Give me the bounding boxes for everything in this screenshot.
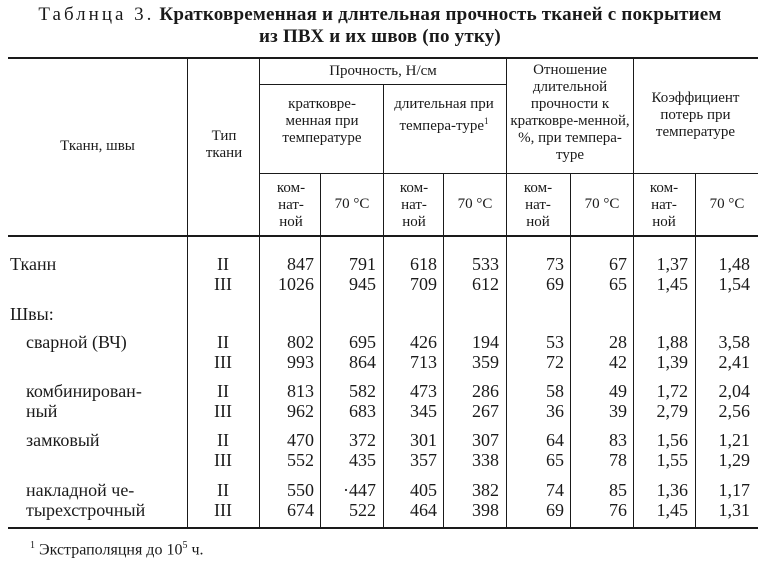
value-cell: 435 [349,450,376,470]
header-fabrics-seams: Тканн, швы [60,138,135,154]
value-cell: 69 [546,500,564,520]
table-title-line2: из ПВХ и их швов (по утку) [259,26,501,47]
value-cell: 74 [546,480,564,500]
value-cell: 301 [410,430,437,450]
value-cell: 345 [410,401,437,421]
type-cell: II [217,254,229,274]
subheader-70-3: 70 °С [584,196,620,212]
type-cell: II [217,332,229,352]
value-cell: 962 [287,401,314,421]
footnote-marker: 1 [484,116,489,126]
value-cell: 612 [472,274,499,294]
subheader-room-4: ком-нат-ной [649,180,679,230]
type-cell: III [214,450,232,470]
header-long-term [388,96,500,135]
table-number: Таблнца 3. [38,4,155,25]
value-cell: 802 [287,332,314,352]
value-cell: 1,37 [656,254,688,274]
value-cell: 58 [546,381,564,401]
value-cell: 533 [472,254,499,274]
value-cell: 76 [609,500,627,520]
value-cell: 847 [287,254,314,274]
value-cell: 398 [472,500,499,520]
value-cell: 582 [349,381,376,401]
value-cell: 405 [410,480,437,500]
value-cell: 69 [546,274,564,294]
footnote-text: Экстраполяцня до 10 [39,541,183,559]
value-cell: 470 [287,430,314,450]
value-cell: 713 [410,352,437,372]
value-cell: 1,48 [718,254,750,274]
value-cell: 813 [287,381,314,401]
value-cell: 1,39 [656,352,688,372]
type-cell: II [217,430,229,450]
value-cell: 1,17 [718,480,750,500]
col-divider [187,59,188,527]
value-cell: 85 [609,480,627,500]
row-label: Швы: [10,304,54,324]
header-long-term-text: длительная при темпера-туре [394,96,494,134]
value-cell: 382 [472,480,499,500]
row-label: замковый [26,430,100,450]
value-cell: 83 [609,430,627,450]
footnote [30,540,203,559]
header-strength: Прочность, Н/см [329,63,437,79]
value-cell: 359 [472,352,499,372]
value-cell: 267 [472,401,499,421]
row-label: накладной че- [26,480,135,500]
header-short-term: кратковре-менная при температуре [282,96,362,146]
value-cell: 464 [410,500,437,520]
subheader-70-1: 70 °С [334,196,370,212]
row-label: сварной (ВЧ) [26,332,127,352]
value-cell: 550 [287,480,314,500]
type-cell: III [214,352,232,372]
value-cell: 72 [546,352,564,372]
value-cell: 307 [472,430,499,450]
value-cell: 28 [609,332,627,352]
header-divider [259,173,758,174]
value-cell: 64 [546,430,564,450]
type-cell: III [214,274,232,294]
value-cell: 194 [472,332,499,352]
value-cell: 1,29 [718,450,750,470]
value-cell: 372 [349,430,376,450]
value-cell: 78 [609,450,627,470]
row-label-cont: ный [26,401,58,421]
value-cell: 338 [472,450,499,470]
value-cell: 1,88 [656,332,688,352]
type-cell: III [214,500,232,520]
value-cell: 945 [349,274,376,294]
top-rule [8,57,758,59]
value-cell: 36 [546,401,564,421]
header-coef: Коэффициент потерь при температуре [651,90,740,140]
value-cell: 2,56 [718,401,750,421]
subheader-room-1: ком-нат-ной [276,180,306,230]
value-cell: 993 [287,352,314,372]
value-cell: 864 [349,352,376,372]
value-cell: 522 [349,500,376,520]
header-divider [259,84,506,85]
value-cell: 42 [609,352,627,372]
value-cell: ·447 [343,480,376,500]
subheader-room-3: ком-нат-ной [523,180,553,230]
footnote-exponent: 5 [182,540,188,551]
type-cell: III [214,401,232,421]
header-type: Тип ткани [205,128,243,161]
value-cell: 53 [546,332,564,352]
value-cell: 552 [287,450,314,470]
footnote-unit: ч. [187,541,204,559]
value-cell: 1,45 [656,274,688,294]
value-cell: 1,45 [656,500,688,520]
value-cell: 3,58 [718,332,750,352]
value-cell: 2,79 [656,401,688,421]
value-cell: 286 [472,381,499,401]
subheader-70-2: 70 °С [457,196,493,212]
value-cell: 1,31 [718,500,750,520]
type-cell: II [217,381,229,401]
value-cell: 1,72 [656,381,688,401]
value-cell: 73 [546,254,564,274]
value-cell: 1,56 [656,430,688,450]
row-label: Тканн [10,254,57,274]
value-cell: 1,21 [718,430,750,450]
value-cell: 1026 [278,274,314,294]
value-cell: 1,55 [656,450,688,470]
subheader-room-2: ком-нат-ной [399,180,429,230]
value-cell: 709 [410,274,437,294]
value-cell: 791 [349,254,376,274]
value-cell: 618 [410,254,437,274]
value-cell: 65 [609,274,627,294]
value-cell: 65 [546,450,564,470]
bottom-rule [8,527,758,529]
value-cell: 49 [609,381,627,401]
type-cell: II [217,480,229,500]
row-label-cont: тырехстрочный [26,500,146,520]
header-ratio: Отношение длительной прочности к кратковре-менной, %, при темпера-туре [510,62,630,163]
subheader-70-4: 70 °С [709,196,745,212]
value-cell: 426 [410,332,437,352]
value-cell: 67 [609,254,627,274]
row-label: комбинирован- [26,381,142,401]
value-cell: 674 [287,500,314,520]
table-title: Кратковременная и длнтельная прочность тканей с покрытием [159,4,722,25]
value-cell: 357 [410,450,437,470]
value-cell: 39 [609,401,627,421]
footnote-mark: 1 [30,540,35,551]
value-cell: 683 [349,401,376,421]
value-cell: 1,36 [656,480,688,500]
value-cell: 2,41 [718,352,750,372]
value-cell: 695 [349,332,376,352]
table-caption [10,4,750,48]
value-cell: 1,54 [718,274,750,294]
value-cell: 473 [410,381,437,401]
value-cell: 2,04 [718,381,750,401]
